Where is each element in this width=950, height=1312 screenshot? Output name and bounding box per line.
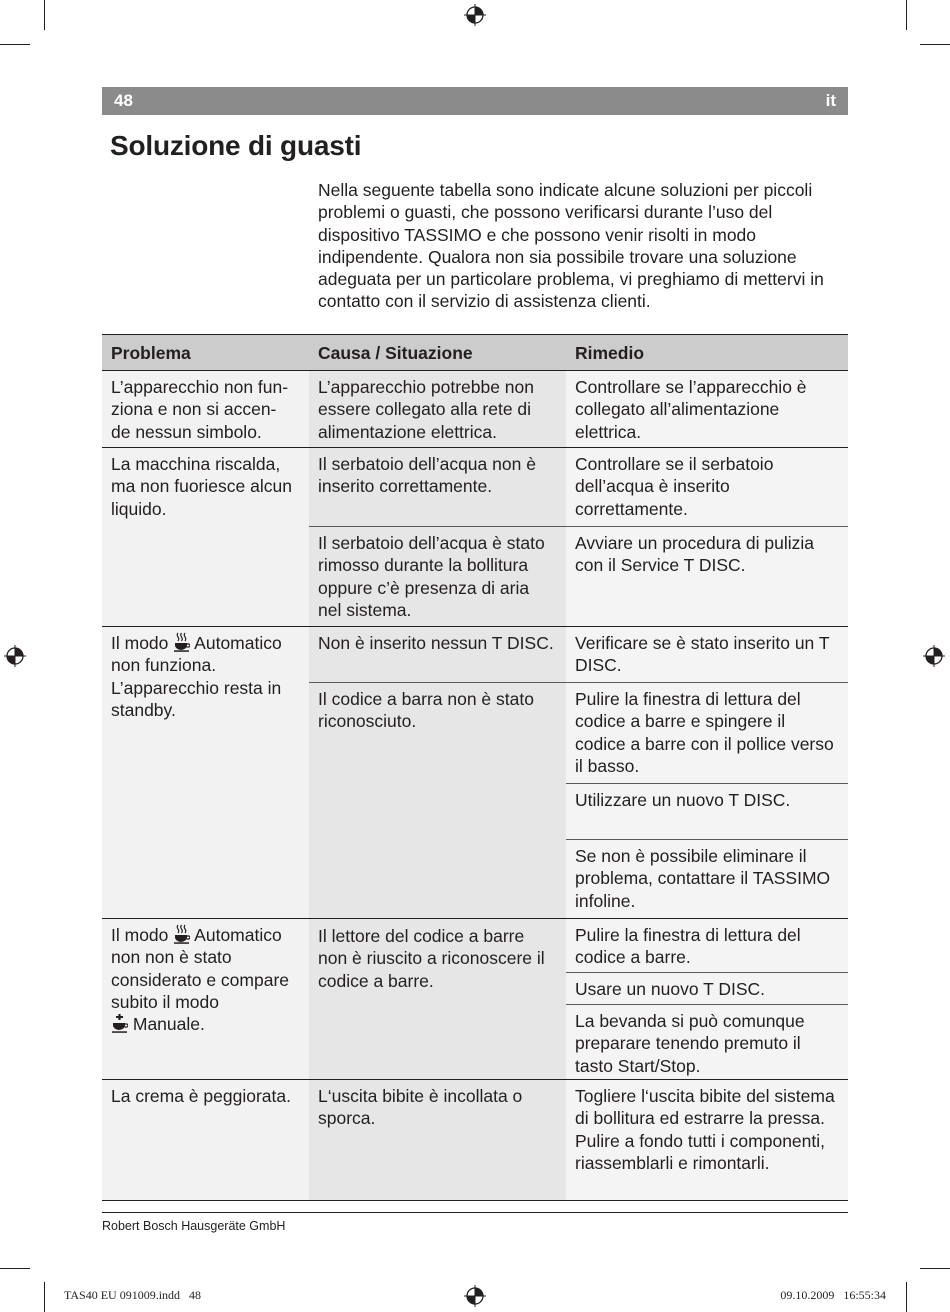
crop-mark-br-v [906,1282,907,1312]
cause-cell: L‘uscita bibite è incollata o sporca. [309,1080,566,1200]
crop-mark-tr-h [920,44,950,45]
cup-with-steam-icon [173,924,190,944]
slug-datetime: 09.10.2009 16:55:34 [780,1288,886,1302]
crop-mark-tl-v [44,0,45,30]
remedy-cell: Controllare se l’apparecchio è collegato all’alimentazione elettrica. [566,371,848,447]
cause-column [309,448,566,626]
crop-mark-bl-h [0,1268,30,1269]
problem-cell [102,627,309,918]
remedy-cell: Usare un nuovo T DISC. [566,972,848,1004]
cause-cell: Il codice a barra non è stato riconosciuto. [309,682,566,918]
problem-cell: La crema è peggiorata. [102,1080,309,1200]
problem-text: Automatico non non è stato considerato e compare subito il modo [111,925,290,1012]
table-row [102,1079,848,1200]
footer-rule [102,1212,848,1213]
remedy-cell: La bevanda si può comunque preparare tenendo premuto il tasto Start/Stop. [566,1004,848,1079]
registration-mark-icon [923,645,945,667]
cup-with-steam-icon [173,632,190,652]
remedy-column [566,448,848,626]
table-header-row [102,334,848,370]
problem-text: Il modo [111,925,169,945]
cause-cell: Il serbatoio dell’acqua è stato rimosso durante la bollitura oppure c’è presenza di aria nel sistema. [309,526,566,626]
footer-company: Robert Bosch Hausgeräte GmbH [102,1219,286,1233]
remedy-cell: Pulire la finestra di lettura del codice a barre. [575,925,801,968]
registration-mark-icon [464,4,486,26]
remedy-column [566,627,848,918]
troubleshooting-table [102,334,848,1201]
remedy-cell: Se non è possibile eliminare il problema, contattare il TASSIMO infoline. [566,839,848,918]
remedy-cell: Verificare se è stato inserito un T DISC. [575,633,830,676]
column-header-problem: Problema [111,343,191,363]
problem-text: Automatico non funziona. L’apparecchio resta in standby. [111,633,282,720]
cup-with-drop-icon [111,1013,128,1033]
table-row [102,918,848,1079]
remedy-cell: Pulire la finestra di lettura del codice a barre e spingere il codice a barre con il pollice verso il basso. [566,682,848,783]
cause-cell: Non è inserito nessun T DISC. [318,633,554,653]
slug-filename: TAS40 EU 091009.indd 48 [64,1288,202,1302]
cause-cell: L’apparecchio potrebbe non essere collegato alla rete di alimentazione elettrica. [309,371,566,447]
table-row [102,626,848,918]
registration-mark-icon [464,1285,486,1307]
column-header-cause: Causa / Situazione [318,343,473,363]
remedy-cell: Utilizzare un nuovo T DISC. [566,783,848,839]
crop-mark-tl-h [0,44,30,45]
table-bottom-rule [102,1200,848,1201]
cause-cell: Il lettore del codice a barre non è riuscito a riconoscere il codice a barre. [309,919,566,1079]
column-header-remedy: Rimedio [575,343,645,363]
table-row [102,447,848,626]
intro-paragraph: Nella seguente tabella sono indicate alcune soluzioni per piccoli problemi o guasti, che possono verificarsi durante l’uso del dispositivo TASSIMO e che possono venir risolti in modo indipendente. Qualora non sia possibile trovare una soluzione adeguata per un particolare problema, vi preghiamo di mettervi in contatto con il servizio di assistenza clienti. [318,180,824,312]
remedy-column [566,919,848,1079]
page-title: Soluzione di guasti [110,130,362,161]
page-header-bar [102,87,848,115]
problem-text: Manuale. [132,1014,205,1035]
crop-mark-tr-v [906,0,907,30]
remedy-cell: Togliere l‘uscita bibite del sistema di bollitura ed estrarre la pressa. Pulire a fondo tutti i componenti, riassemblarli e rimontarli. [566,1080,848,1200]
remedy-cell: Controllare se il serbatoio dell’acqua è inserito correttamente. [575,454,774,519]
problem-text: Il modo [111,633,169,653]
crop-mark-br-h [920,1268,950,1269]
table-row [102,370,848,447]
crop-mark-bl-v [44,1282,45,1312]
registration-mark-icon [4,645,26,667]
cause-cell: Il serbatoio dell’acqua non è inserito correttamente. [318,454,536,497]
problem-cell [102,919,309,1079]
remedy-cell: Avviare un procedura di pulizia con il Service T DISC. [566,526,848,626]
cause-column [309,627,566,918]
problem-cell: L’apparecchio non fun- ziona e non si accen- de nessun simbolo. [102,371,309,447]
language-code: it [825,91,836,110]
problem-cell: La macchina riscalda, ma non fuoriesce alcun liquido. [102,448,309,626]
page-number: 48 [114,91,133,110]
